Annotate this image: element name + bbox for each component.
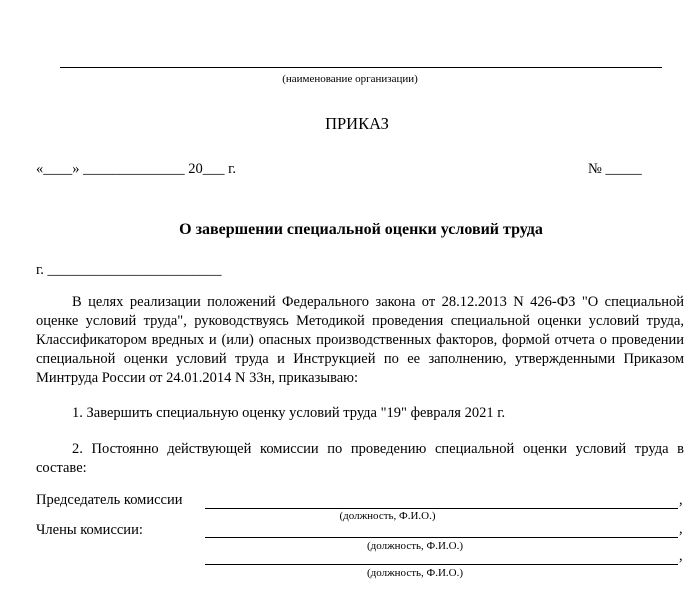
order-heading: О завершении специальной оценки условий труда (179, 221, 543, 238)
member-1-line-comma: , (679, 521, 683, 537)
members-label: Члены комиссии: (36, 522, 143, 538)
organization-name-line (60, 67, 662, 68)
member-2-caption: (должность, Ф.И.О.) (366, 567, 464, 579)
city-line: г. ________________________ (36, 262, 222, 278)
organization-name-caption: (наименование организации) (282, 73, 418, 85)
chair-line-comma: , (679, 492, 683, 508)
preamble-paragraph: В целях реализации положений Федерального закона от 28.12.2013 N 426-ФЗ "О специальной оценке условий труда", руководствуясь Методикой проведения специальной оценки условий труда, Классификатором вредных и (или) опасных производственных факторов, формой отчета о проведении специальной оценки условий труда и Инструкцией по ее заполнению, утвержденными Приказом Минтруда России от 24.01.2014 N 33н, приказываю: (36, 294, 684, 386)
order-number-line: № _____ (588, 161, 642, 177)
chair-label: Председатель комиссии (36, 492, 183, 508)
member-1-signature-line (205, 537, 678, 538)
order-item-1: 1. Завершить специальную оценку условий труда "19" февраля 2021 г. (72, 405, 506, 421)
member-2-line-comma: , (679, 548, 683, 564)
order-date-line: «____» ______________ 20___ г. (36, 161, 237, 177)
document-title: ПРИКАЗ (325, 114, 389, 133)
order-item-2: 2. Постоянно действующей комиссии по проведению специальной оценки условий труда в составе: (36, 441, 684, 476)
chair-caption: (должность, Ф.И.О.) (339, 510, 436, 522)
chair-signature-line (205, 508, 678, 509)
member-1-caption: (должность, Ф.И.О.) (366, 540, 464, 552)
member-2-signature-line (205, 564, 678, 565)
